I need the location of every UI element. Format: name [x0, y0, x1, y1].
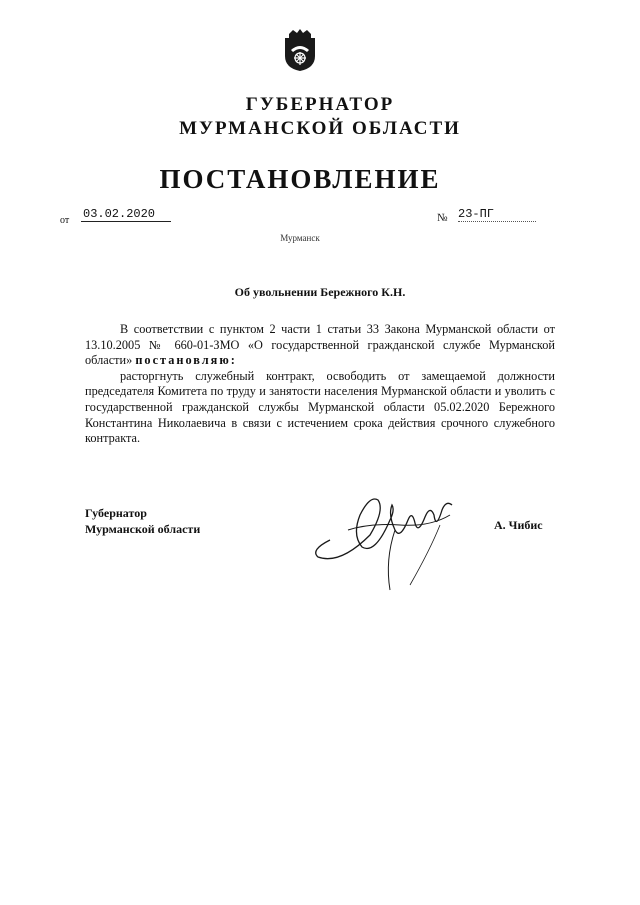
document-body	[85, 322, 555, 447]
document-subject: Об увольнении Бережного К.Н.	[234, 285, 406, 299]
place-of-issue: Мурманск	[280, 233, 320, 243]
document-type-heading: ПОСТАНОВЛЕНИЕ	[159, 164, 441, 194]
body-paragraph-1-text: В соответствии с пунктом 2 части 1 статьи 33 Закона Мурманской области от 13.10.2005 № 660-01-ЗМО «О государственной гражданской службе Мурманской области»	[85, 322, 555, 368]
body-paragraph-1	[85, 322, 555, 369]
handwritten-signature-icon	[300, 475, 480, 595]
signer-name: А. Чибис	[494, 518, 543, 532]
signer-position-line1: Губернатор	[85, 506, 147, 520]
issuer-title-line1: ГУБЕРНАТОР	[245, 94, 395, 115]
body-paragraph-2: расторгнуть служебный контракт, освободить от замещаемой должности председателя Комитета по труду и занятости населения Мурманской области и уволить с государственной гражданской службы Мурманской области 05.02.2020 Бережного Константина Николаевича в связи с истечением срока действия срочного служебного контракта.	[85, 368, 555, 446]
date-prefix: от	[60, 215, 70, 226]
issuer-title-line2: МУРМАНСКОЙ ОБЛАСТИ	[179, 118, 461, 139]
signer-position-line2: Мурманской области	[85, 522, 201, 536]
document-number: 23-ПГ	[458, 207, 536, 222]
number-prefix: №	[437, 212, 448, 224]
document-date: 03.02.2020	[81, 207, 171, 222]
resolution-word: постановляю:	[135, 353, 237, 368]
coat-of-arms-icon	[283, 28, 317, 72]
